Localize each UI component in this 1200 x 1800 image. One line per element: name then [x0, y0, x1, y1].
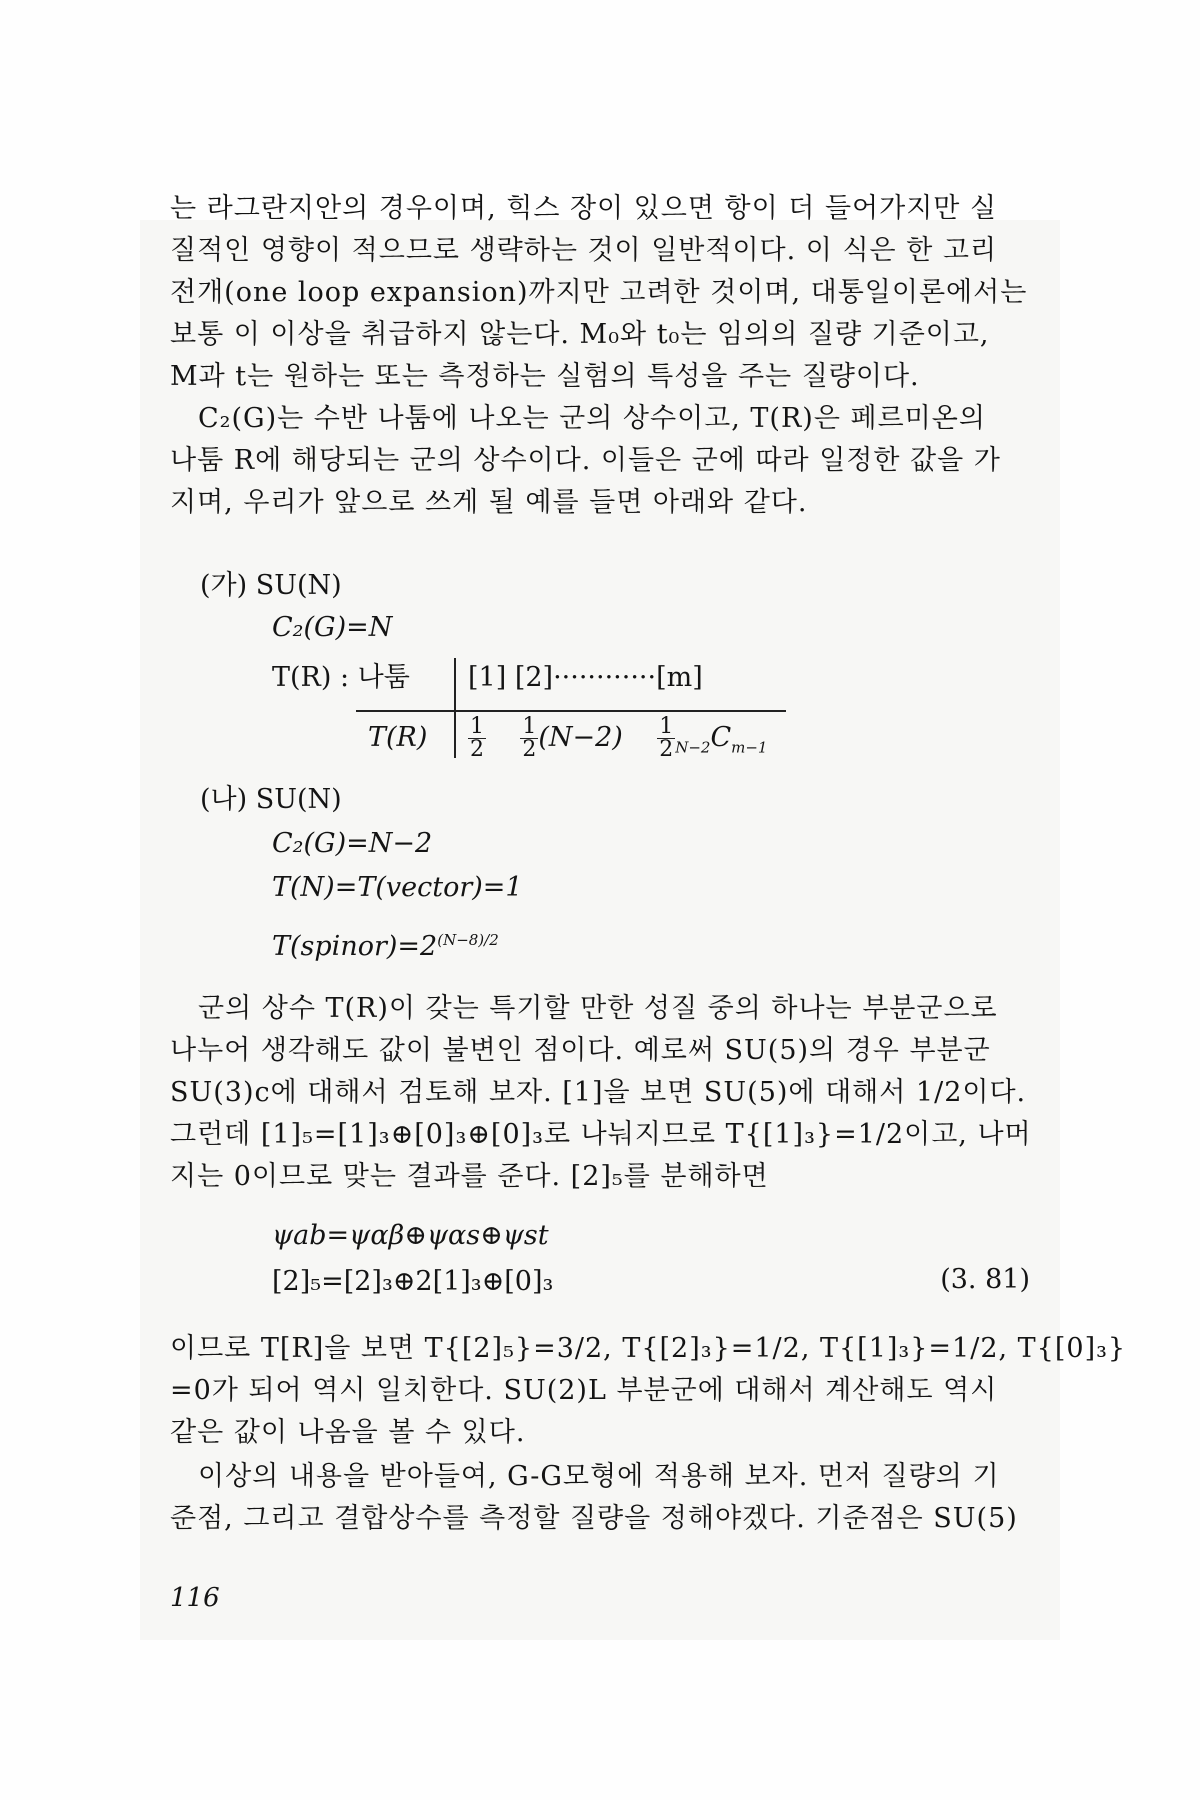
- fraction: $\frac{1}{2}$: [522, 714, 537, 762]
- table-label: T(R) : 나툼: [272, 662, 410, 693]
- text-line: SU(3)c에 대해서 검토해 보자. [1]을 보면 SU(5)에 대해서 1/2이다.: [170, 1077, 1027, 1108]
- equation-number: (3. 81): [940, 1264, 1030, 1295]
- text-line: 군의 상수 T(R)이 갖는 특기할 만한 성질 중의 하나는 부분군으로: [198, 993, 998, 1024]
- fraction: $\frac{1}{2}$: [470, 714, 484, 762]
- text-line: 보통 이 이상을 취급하지 않는다. M₀와 t₀는 임의의 질량 기준이고,: [170, 319, 990, 350]
- case-a-c2: C₂(G)=N: [272, 612, 393, 643]
- text-line: 이므로 T[R]을 보면 T{[2]₅}=3/2, T{[2]₃}=1/2, T{[1]₃}=1/2, T{[0]₃}: [170, 1333, 1127, 1364]
- paragraph-4: [170, 1328, 1127, 1454]
- text-line: 그런데 [1]₅=[1]₃⊕[0]₃⊕[0]₃로 나눠지므로 T{[1]₃}=1/2이고, 나머: [170, 1119, 1032, 1150]
- text-line: =0가 되어 역시 일치한다. SU(2)L 부분군에 대해서 계산해도 역시: [170, 1375, 998, 1406]
- spinor-exponent: (N−8)/2: [437, 931, 499, 949]
- case-b-c2: C₂(G)=N−2: [272, 828, 433, 859]
- spinor-base: T(spinor)=2: [272, 931, 438, 962]
- text-line: 질적인 영향이 적으므로 생략하는 것이 일반적이다. 이 식은 한 고리: [170, 235, 998, 266]
- text-line: 전개(one loop expansion)까지만 고려한 것이며, 대통일이론에서는: [170, 277, 1028, 308]
- text-line: 이상의 내용을 받아들여, G-G모형에 적용해 보자. 먼저 질량의 기: [198, 1461, 1000, 1492]
- table-row-values: $\frac{1}{2}$ $\frac{1}{2}$ (N−2) $\frac{1}{2}$ $_{N-2}C_{m-1}$: [470, 714, 768, 762]
- paragraph-2: [170, 398, 1030, 524]
- table-header: [1] [2]············[m]: [468, 662, 703, 693]
- text-line: 나툼 R에 해당되는 군의 상수이다. 이들은 군에 따라 일정한 값을 가: [170, 445, 1001, 476]
- text-line: 지는 0이므로 맞는 결과를 준다. [2]₅를 분해하면: [170, 1161, 769, 1192]
- table-divider: [454, 658, 456, 758]
- paragraph-3: [170, 988, 1030, 1198]
- table-rule: [356, 710, 786, 712]
- fraction: $\frac{1}{2}$: [659, 714, 674, 762]
- text-line: 나누어 생각해도 값이 불변인 점이다. 예로써 SU(5)의 경우 부분군: [170, 1035, 991, 1066]
- equation-line-2: [2]₅=[2]₃⊕2[1]₃⊕[0]₃: [272, 1266, 554, 1297]
- text-line: M과 t는 원하는 또는 측정하는 실험의 특성을 주는 질량이다.: [170, 361, 920, 392]
- text-line: 준점, 그리고 결합상수를 측정할 질량을 정해야겠다. 기준점은 SU(5): [170, 1503, 1018, 1534]
- table-row-label: T(R): [368, 722, 428, 753]
- text-line: C₂(G)는 수반 나툼에 나오는 군의 상수이고, T(R)은 페르미온의: [198, 403, 986, 434]
- paragraph-1: [170, 188, 1030, 398]
- page-number: 116: [170, 1583, 220, 1613]
- case-a-heading: (가) SU(N): [200, 570, 342, 601]
- case-b-tn: T(N)=T(vector)=1: [272, 872, 523, 903]
- paragraph-5: [170, 1456, 1030, 1540]
- equation-line-1: ψab=ψαβ⊕ψαs⊕ψst: [272, 1220, 549, 1251]
- case-b-spinor: [272, 922, 499, 965]
- text-line: 같은 값이 나옴을 볼 수 있다.: [170, 1417, 526, 1448]
- text-line: 는 라그란지안의 경우이며, 힉스 장이 있으면 항이 더 들어가지만 실: [170, 193, 998, 224]
- text-line: 지며, 우리가 앞으로 쓰게 될 예를 들면 아래와 같다.: [170, 487, 808, 518]
- case-b-heading: (나) SU(N): [200, 784, 342, 815]
